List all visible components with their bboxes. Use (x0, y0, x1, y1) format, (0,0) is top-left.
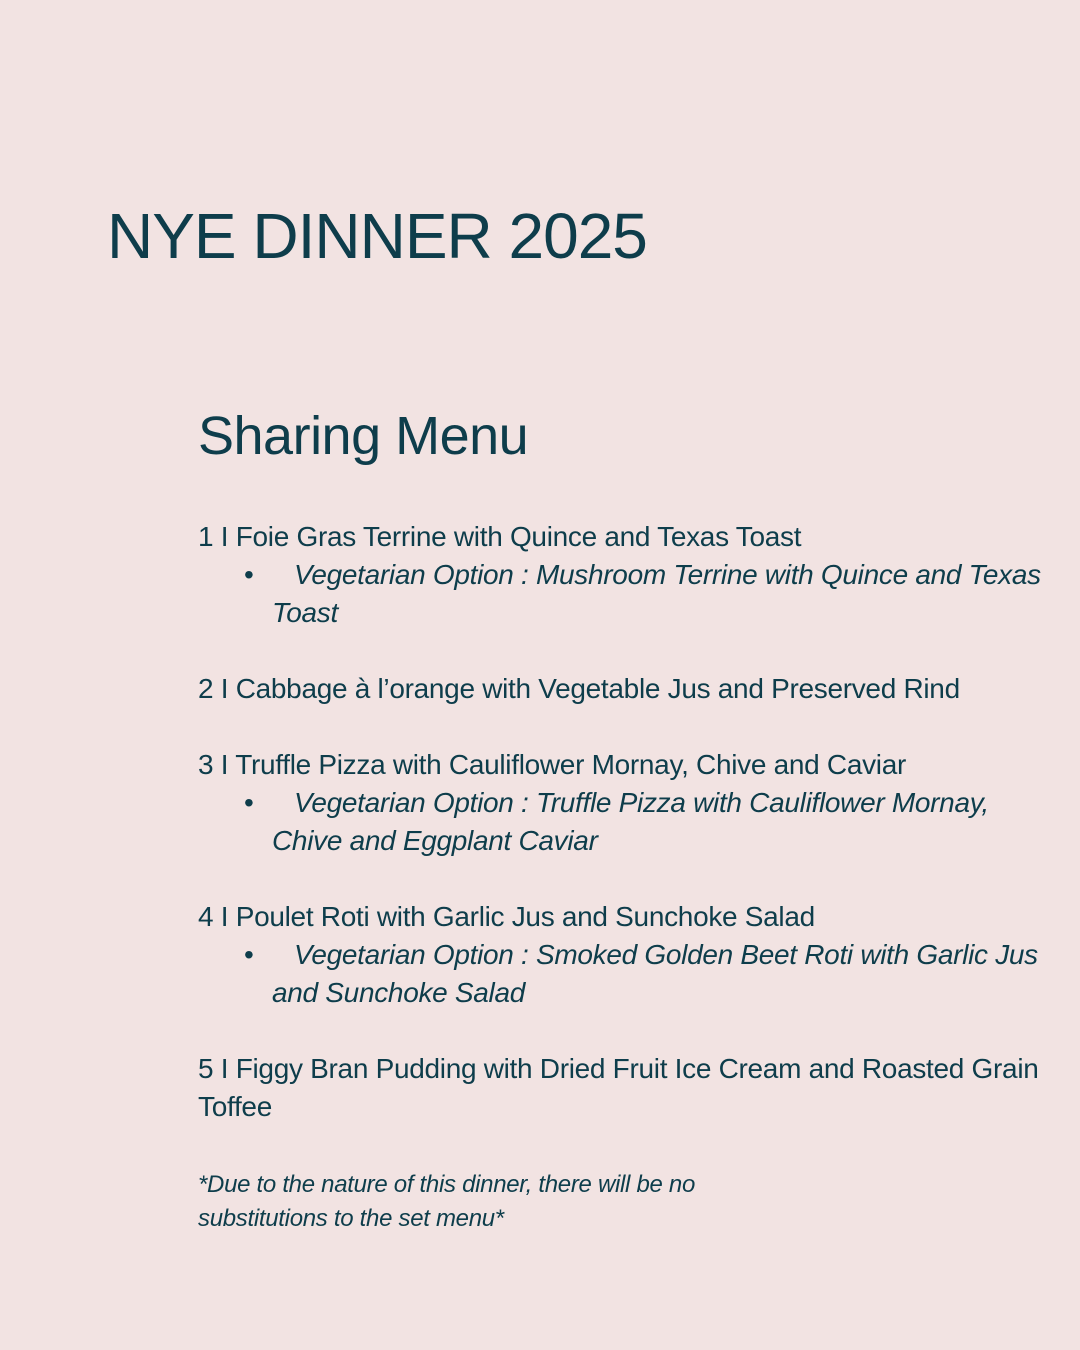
course-item (198, 1050, 1048, 1126)
vegetarian-option-text: Vegetarian Option : Truffle Pizza with Cauliflower Mornay, Chive and Eggplant Caviar (272, 787, 989, 856)
course-name: 3 I Truffle Pizza with Cauliflower Mornay, Chive and Caviar (198, 749, 907, 780)
page-title: NYE DINNER 2025 (107, 200, 647, 272)
footnote: *Due to the nature of this dinner, there will be no substitutions to the set menu* (198, 1171, 696, 1232)
bullet-icon: • (244, 939, 254, 970)
vegetarian-option (198, 936, 1048, 1012)
course-list (198, 518, 1048, 1126)
vegetarian-option (198, 556, 1048, 632)
course-item (198, 518, 1048, 632)
sharing-menu-section (198, 398, 1048, 1236)
course-item (198, 746, 1048, 860)
vegetarian-option-text: Vegetarian Option : Smoked Golden Beet Roti with Garlic Jus and Sunchoke Salad (272, 939, 1038, 1008)
course-item (198, 898, 1048, 1012)
course-name: 2 I Cabbage à l’orange with Vegetable Jus and Preserved Rind (198, 673, 960, 704)
section-title: Sharing Menu (198, 406, 529, 466)
bullet-icon: • (244, 787, 254, 818)
course-name: 5 I Figgy Bran Pudding with Dried Fruit Ice Cream and Roasted Grain Toffee (198, 1053, 1039, 1122)
course-name: 4 I Poulet Roti with Garlic Jus and Sunchoke Salad (198, 901, 815, 932)
vegetarian-option (198, 784, 1048, 860)
bullet-icon: • (244, 559, 254, 590)
course-item (198, 670, 1048, 708)
vegetarian-option-text: Vegetarian Option : Mushroom Terrine with Quince and Texas Toast (272, 559, 1041, 628)
course-name: 1 I Foie Gras Terrine with Quince and Texas Toast (198, 521, 802, 552)
